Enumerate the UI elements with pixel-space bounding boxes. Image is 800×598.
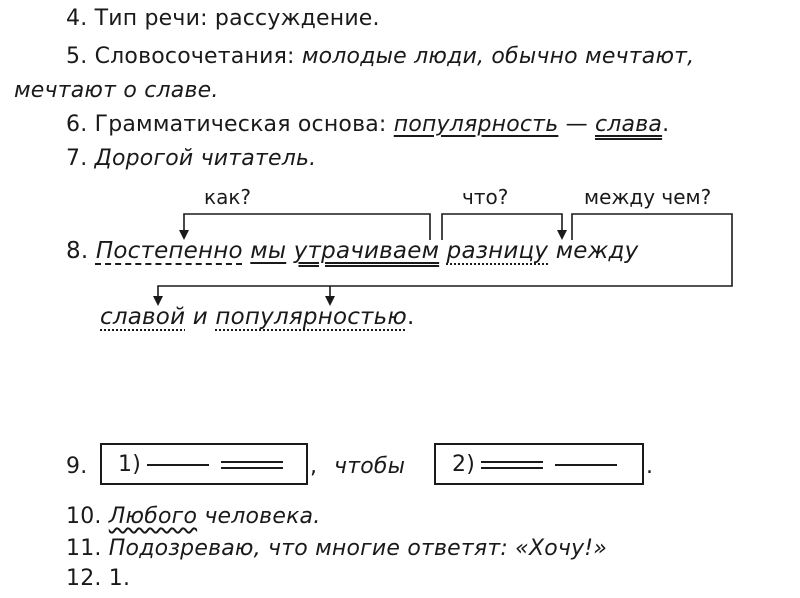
item-11 — [66, 536, 607, 562]
item-6-number: 6. — [66, 112, 88, 137]
scheme-box-2-label: 2) — [452, 452, 475, 477]
item-12 — [66, 566, 130, 592]
predicate-line — [481, 461, 543, 469]
item-9-dot: . — [646, 454, 654, 479]
question-mezhdu-chem: между чем? — [584, 185, 712, 209]
subject-line — [147, 464, 209, 466]
predicate-line — [221, 461, 283, 469]
word-my: мы — [250, 238, 287, 264]
item-4-text: Тип речи: рассуждение. — [94, 6, 380, 31]
item-6-predicate: слава — [594, 112, 663, 137]
question-kak: как? — [204, 185, 252, 209]
item-5-phrases: молодые люди, обычно мечтают, — [301, 44, 695, 69]
item-10 — [66, 504, 320, 530]
item-8-cont — [100, 304, 415, 330]
arrow-kak — [184, 214, 430, 240]
word-populyarnostyu: популярностью — [215, 304, 407, 330]
word-mezhdu: между — [555, 238, 639, 264]
question-chto: что? — [462, 185, 509, 209]
word-i: и — [192, 304, 208, 330]
item-10-number: 10. — [66, 504, 102, 529]
item-6-dash: — — [565, 112, 588, 137]
word-raznicu: разницу — [446, 238, 549, 264]
item-9-conjunction: чтобы — [334, 454, 406, 479]
word-utrachivaem: утрачиваем — [293, 238, 440, 264]
item-7-text: Дорогой читатель. — [94, 146, 317, 171]
arrow-chto — [442, 214, 562, 240]
item-10-word-1: Любого — [108, 504, 198, 529]
word-slavoi: славой — [100, 304, 186, 330]
item-12-text: 1. — [108, 566, 131, 591]
item-6-label: Грамматическая основа: — [94, 112, 387, 137]
item-6-subject: популярность — [393, 112, 559, 137]
item-5-phrases-cont: мечтают о славе. — [14, 78, 219, 103]
scheme-box-1 — [100, 443, 308, 485]
item-9-comma: , — [310, 454, 318, 479]
scheme-box-2-content — [452, 452, 623, 478]
item-6-dot: . — [662, 112, 670, 137]
item-12-number: 12. — [66, 566, 102, 591]
scheme-box-2 — [434, 443, 644, 485]
item-7-number: 7. — [66, 146, 88, 171]
item-5-number: 5. — [66, 44, 88, 69]
item-8 — [66, 238, 638, 264]
item-9-number: 9. — [66, 454, 88, 479]
item-10-word-2: человека. — [204, 504, 321, 529]
item-8-number: 8. — [66, 238, 89, 264]
subject-line — [555, 464, 617, 466]
scheme-box-1-label: 1) — [118, 452, 141, 477]
word-postepenno: Постепенно — [95, 238, 243, 264]
scheme-box-1-content — [118, 452, 289, 478]
item-8-dot: . — [406, 304, 415, 330]
item-5-label: Словосочетания: — [94, 44, 295, 69]
item-4-number: 4. — [66, 6, 88, 31]
item-11-text: Подозреваю, что многие ответят: «Хочу!» — [108, 536, 608, 561]
item-11-number: 11. — [66, 536, 102, 561]
